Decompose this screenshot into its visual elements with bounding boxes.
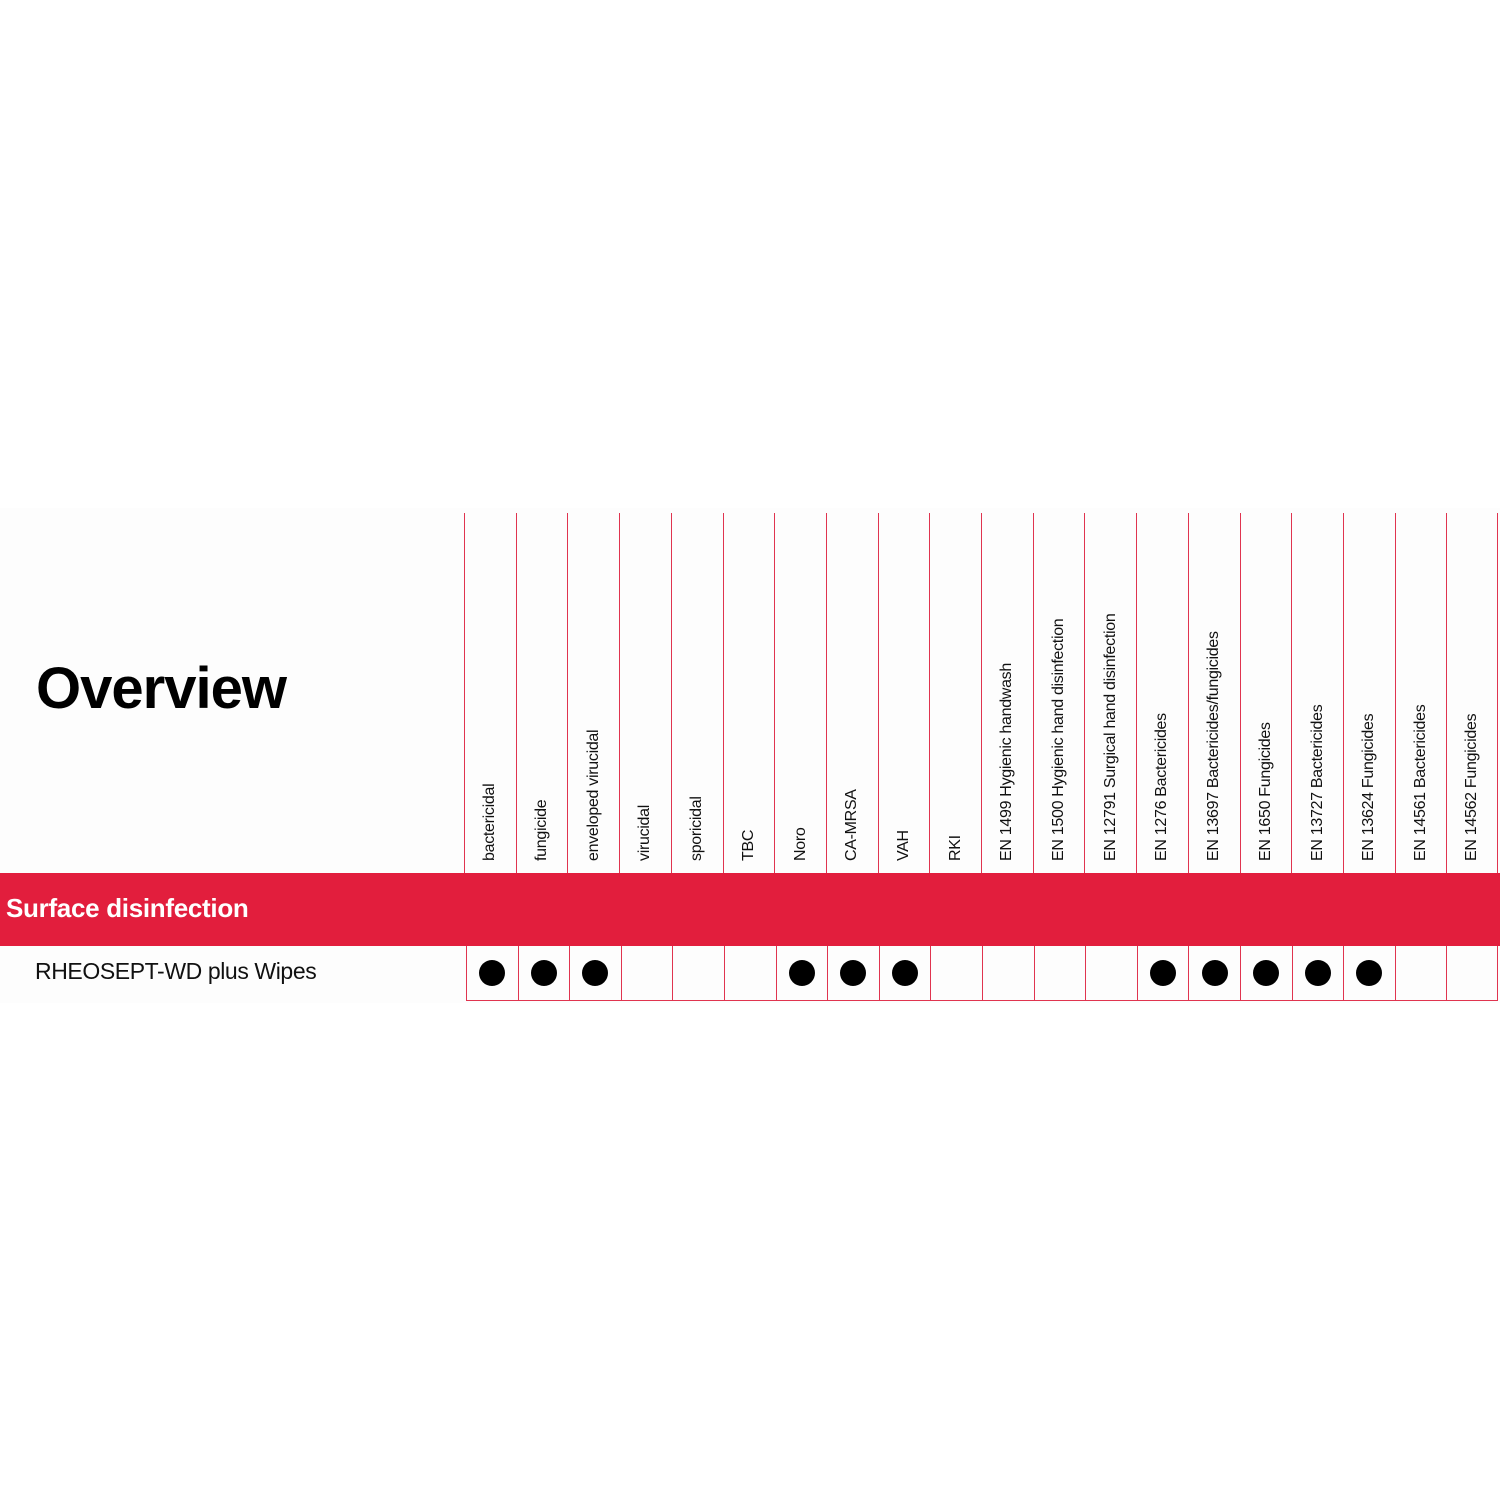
table-cell	[827, 946, 879, 1001]
check-dot-icon	[1253, 960, 1279, 986]
column-header	[774, 513, 826, 873]
table-cell	[621, 946, 673, 1001]
check-dot-icon	[840, 960, 866, 986]
column-header	[464, 513, 516, 873]
table-cell	[518, 946, 570, 1001]
table-cell	[569, 946, 621, 1001]
check-dot-icon	[1356, 960, 1382, 986]
column-header-label: CA-MRSA	[843, 789, 861, 861]
product-name: RHEOSEPT-WD plus Wipes	[35, 958, 317, 984]
column-header-label: EN 14562 Fungicides	[1463, 713, 1481, 861]
column-header-label: TBC	[739, 829, 757, 861]
column-header-label: EN 1500 Hygienic hand disinfection	[1050, 618, 1068, 861]
section-label: Surface disinfection	[6, 893, 249, 923]
table-cell	[1034, 946, 1086, 1001]
check-dot-icon	[1150, 960, 1176, 986]
column-header-label: Noro	[791, 827, 809, 861]
column-header-label: EN 1276 Bactericides	[1153, 713, 1171, 861]
column-header-label: bactericidal	[481, 783, 499, 861]
column-header	[516, 513, 568, 873]
table-cell	[1085, 946, 1137, 1001]
column-header-label: enveloped virucidal	[584, 729, 602, 861]
table-cell	[930, 946, 982, 1001]
column-header	[567, 513, 619, 873]
column-header	[1240, 513, 1292, 873]
column-header	[723, 513, 775, 873]
column-header	[1446, 513, 1498, 873]
column-header	[671, 513, 723, 873]
column-header-label: EN 1650 Fungicides	[1256, 722, 1274, 861]
table-cell	[1343, 946, 1395, 1001]
check-dot-icon	[1305, 960, 1331, 986]
column-header-label: EN 1499 Hygienic handwash	[998, 663, 1016, 861]
column-header-label: EN 13697 Bactericides/fungicides	[1205, 631, 1223, 861]
page-title: Overview	[36, 656, 286, 721]
column-header-label: RKI	[946, 835, 964, 861]
column-header-label: fungicide	[533, 799, 551, 861]
table-cell	[466, 946, 518, 1001]
column-header	[1343, 513, 1395, 873]
table-cell	[724, 946, 776, 1001]
column-header-label: virucidal	[636, 805, 654, 861]
column-header	[1136, 513, 1188, 873]
table-cell	[1292, 946, 1344, 1001]
column-header	[929, 513, 981, 873]
column-header	[1033, 513, 1085, 873]
column-header-label: sporicidal	[688, 796, 706, 861]
table-cell	[1137, 946, 1189, 1001]
column-header	[826, 513, 878, 873]
check-dot-icon	[1202, 960, 1228, 986]
column-header	[878, 513, 930, 873]
table-cell	[1240, 946, 1292, 1001]
column-header-label: EN 13727 Bactericides	[1308, 704, 1326, 861]
table-cell	[1446, 946, 1498, 1001]
column-header-label: EN 14561 Bactericides	[1411, 704, 1429, 861]
check-dot-icon	[582, 960, 608, 986]
table-cell	[1188, 946, 1240, 1001]
column-header	[981, 513, 1033, 873]
check-dot-icon	[789, 960, 815, 986]
column-header	[1188, 513, 1240, 873]
column-header	[1084, 513, 1136, 873]
table-cell	[672, 946, 724, 1001]
check-dot-icon	[479, 960, 505, 986]
column-header-label: EN 12791 Surgical hand disinfection	[1101, 613, 1119, 861]
table-cell	[1395, 946, 1447, 1001]
check-dot-icon	[892, 960, 918, 986]
table-cell	[776, 946, 828, 1001]
column-header-label: EN 13624 Fungicides	[1360, 713, 1378, 861]
table-cell	[982, 946, 1034, 1001]
column-header	[1291, 513, 1343, 873]
table-cell	[879, 946, 931, 1001]
column-header-label: VAH	[894, 830, 912, 861]
column-header	[619, 513, 671, 873]
column-header	[1395, 513, 1447, 873]
check-dot-icon	[531, 960, 557, 986]
